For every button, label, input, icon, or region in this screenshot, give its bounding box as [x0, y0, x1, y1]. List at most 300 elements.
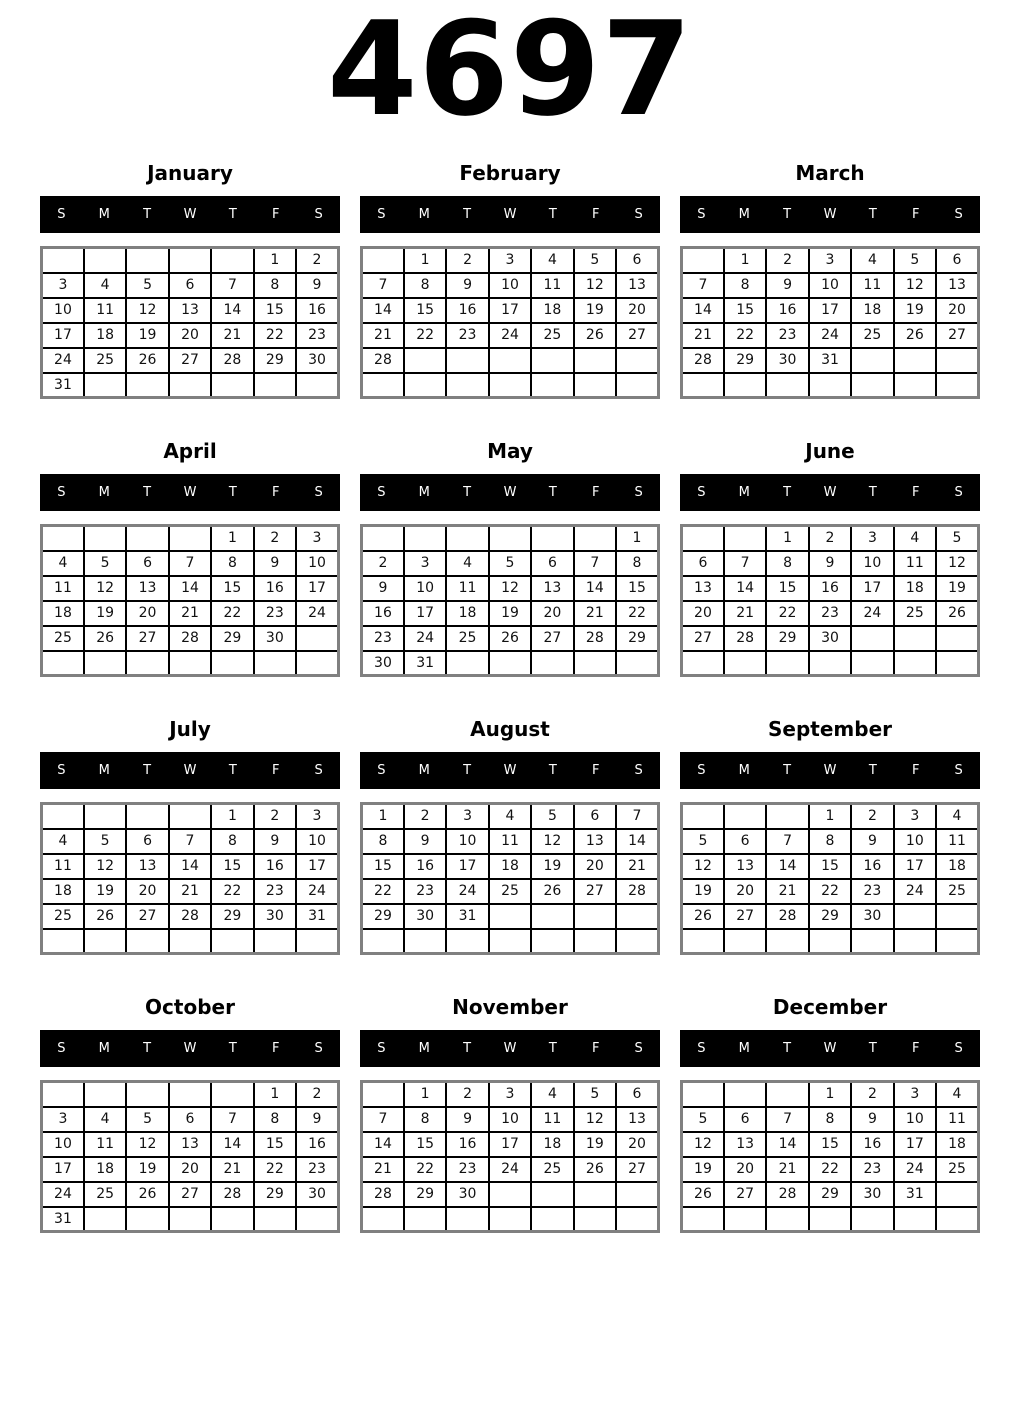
day-cell: 7 — [211, 273, 253, 298]
weekday-label: S — [954, 485, 963, 500]
month-days-table — [680, 524, 980, 677]
empty-day-cell — [296, 651, 338, 676]
day-cell: 15 — [211, 854, 253, 879]
day-cell: 23 — [254, 601, 296, 626]
weekday-label: T — [868, 207, 877, 222]
day-cell: 10 — [296, 829, 338, 854]
empty-day-cell — [489, 904, 531, 929]
day-cell: 25 — [936, 879, 978, 904]
week-row — [682, 626, 979, 651]
day-cell: 1 — [724, 248, 766, 273]
day-cell: 13 — [574, 829, 616, 854]
day-cell: 27 — [616, 1157, 658, 1182]
day-cell: 22 — [211, 879, 253, 904]
week-row — [42, 1157, 339, 1182]
day-cell: 15 — [362, 854, 404, 879]
day-cell: 9 — [446, 273, 488, 298]
day-cell: 13 — [126, 854, 168, 879]
day-cell: 24 — [42, 348, 84, 373]
empty-day-cell — [936, 929, 978, 954]
empty-day-cell — [211, 1082, 253, 1107]
empty-day-cell — [211, 651, 253, 676]
empty-day-cell — [766, 1082, 808, 1107]
weekday-label: T — [463, 1041, 472, 1056]
day-cell: 28 — [766, 1182, 808, 1207]
weekday-header-bar — [680, 752, 980, 789]
day-cell: 12 — [489, 576, 531, 601]
empty-day-cell — [809, 651, 851, 676]
day-cell: 21 — [766, 1157, 808, 1182]
month-title: June — [805, 439, 855, 463]
week-row — [682, 551, 979, 576]
day-cell: 3 — [894, 804, 936, 829]
weekday-label: T — [548, 763, 557, 778]
day-cell: 16 — [404, 854, 446, 879]
month-block — [40, 984, 340, 1262]
day-cell: 25 — [531, 1157, 573, 1182]
day-cell: 2 — [254, 804, 296, 829]
day-cell: 13 — [724, 1132, 766, 1157]
month-block — [360, 428, 660, 706]
day-cell: 17 — [894, 854, 936, 879]
empty-day-cell — [936, 348, 978, 373]
day-cell: 9 — [851, 829, 893, 854]
day-cell: 5 — [489, 551, 531, 576]
empty-day-cell — [489, 526, 531, 551]
empty-day-cell — [404, 373, 446, 398]
day-cell: 30 — [404, 904, 446, 929]
day-cell: 21 — [362, 1157, 404, 1182]
empty-day-cell — [84, 804, 126, 829]
week-row — [362, 248, 659, 273]
day-cell: 27 — [126, 626, 168, 651]
week-row — [362, 1207, 659, 1232]
week-row — [682, 829, 979, 854]
month-days-table — [40, 1080, 340, 1233]
empty-day-cell — [42, 526, 84, 551]
day-cell: 25 — [489, 879, 531, 904]
empty-day-cell — [616, 651, 658, 676]
day-cell: 25 — [42, 626, 84, 651]
day-cell: 22 — [766, 601, 808, 626]
day-cell: 7 — [724, 551, 766, 576]
week-row — [682, 879, 979, 904]
weekday-label: T — [463, 207, 472, 222]
week-row — [362, 1182, 659, 1207]
day-cell: 3 — [489, 248, 531, 273]
empty-day-cell — [682, 373, 724, 398]
day-cell: 8 — [404, 273, 446, 298]
week-row — [42, 1182, 339, 1207]
empty-day-cell — [126, 1207, 168, 1232]
day-cell: 14 — [211, 1132, 253, 1157]
day-cell: 16 — [254, 576, 296, 601]
week-row — [682, 1132, 979, 1157]
day-cell: 6 — [574, 804, 616, 829]
day-cell: 8 — [809, 829, 851, 854]
weekday-label: M — [418, 1041, 430, 1056]
day-cell: 18 — [489, 854, 531, 879]
weekday-label: T — [228, 207, 237, 222]
day-cell: 14 — [682, 298, 724, 323]
day-cell: 2 — [851, 804, 893, 829]
month-days-body — [682, 804, 979, 954]
weekday-label: T — [783, 1041, 792, 1056]
day-cell: 22 — [809, 879, 851, 904]
week-row — [362, 879, 659, 904]
empty-day-cell — [254, 929, 296, 954]
week-row — [682, 929, 979, 954]
day-cell: 14 — [169, 576, 211, 601]
weekday-label: T — [548, 1041, 557, 1056]
weekday-label: S — [57, 485, 66, 500]
weekday-label: T — [783, 207, 792, 222]
day-cell: 13 — [936, 273, 978, 298]
month-title: April — [163, 439, 217, 463]
empty-day-cell — [724, 526, 766, 551]
day-cell: 8 — [616, 551, 658, 576]
day-cell: 31 — [809, 348, 851, 373]
day-cell: 13 — [682, 576, 724, 601]
day-cell: 2 — [296, 1082, 338, 1107]
day-cell: 6 — [682, 551, 724, 576]
day-cell: 25 — [894, 601, 936, 626]
empty-day-cell — [296, 373, 338, 398]
day-cell: 10 — [42, 1132, 84, 1157]
day-cell: 13 — [169, 1132, 211, 1157]
weekday-header-bar — [40, 196, 340, 233]
day-cell: 10 — [489, 1107, 531, 1132]
day-cell: 29 — [809, 1182, 851, 1207]
day-cell: 18 — [42, 879, 84, 904]
day-cell: 7 — [362, 1107, 404, 1132]
day-cell: 23 — [296, 323, 338, 348]
empty-day-cell — [936, 626, 978, 651]
weekday-label: S — [314, 1041, 323, 1056]
day-cell: 8 — [362, 829, 404, 854]
day-cell: 20 — [724, 1157, 766, 1182]
weekday-label: S — [314, 207, 323, 222]
week-row — [42, 601, 339, 626]
empty-day-cell — [446, 651, 488, 676]
day-cell: 23 — [404, 879, 446, 904]
weekday-label: F — [271, 485, 280, 500]
day-cell: 20 — [724, 879, 766, 904]
weekday-label: S — [377, 1041, 386, 1056]
day-cell: 21 — [362, 323, 404, 348]
week-row — [682, 601, 979, 626]
week-row — [362, 904, 659, 929]
week-row — [682, 323, 979, 348]
day-cell: 10 — [296, 551, 338, 576]
weekday-label: S — [57, 1041, 66, 1056]
weekday-header-bar — [360, 196, 660, 233]
day-cell: 6 — [724, 1107, 766, 1132]
day-cell: 13 — [616, 273, 658, 298]
day-cell: 10 — [42, 298, 84, 323]
week-row — [682, 904, 979, 929]
day-cell: 12 — [574, 1107, 616, 1132]
empty-day-cell — [489, 348, 531, 373]
day-cell: 14 — [574, 576, 616, 601]
weekday-label: F — [591, 1041, 600, 1056]
empty-day-cell — [724, 1082, 766, 1107]
day-cell: 23 — [851, 1157, 893, 1182]
day-cell: 1 — [404, 1082, 446, 1107]
day-cell: 18 — [531, 1132, 573, 1157]
weekday-label: S — [57, 763, 66, 778]
day-cell: 21 — [616, 854, 658, 879]
day-cell: 25 — [84, 348, 126, 373]
day-cell: 22 — [404, 323, 446, 348]
month-title: September — [768, 717, 892, 741]
day-cell: 19 — [489, 601, 531, 626]
empty-day-cell — [169, 1207, 211, 1232]
week-row — [362, 929, 659, 954]
day-cell: 2 — [446, 248, 488, 273]
weekday-label: M — [738, 763, 750, 778]
weekday-label: M — [98, 763, 110, 778]
empty-day-cell — [809, 1207, 851, 1232]
day-cell: 5 — [126, 1107, 168, 1132]
day-cell: 4 — [42, 551, 84, 576]
day-cell: 28 — [211, 348, 253, 373]
day-cell: 8 — [809, 1107, 851, 1132]
day-cell: 14 — [362, 1132, 404, 1157]
day-cell: 7 — [616, 804, 658, 829]
week-row — [42, 929, 339, 954]
empty-day-cell — [724, 804, 766, 829]
day-cell: 10 — [404, 576, 446, 601]
day-cell: 7 — [574, 551, 616, 576]
day-cell: 20 — [169, 1157, 211, 1182]
empty-day-cell — [724, 929, 766, 954]
day-cell: 24 — [489, 1157, 531, 1182]
week-row — [362, 804, 659, 829]
month-days-body — [682, 248, 979, 398]
weekday-label: M — [738, 207, 750, 222]
day-cell: 10 — [809, 273, 851, 298]
day-cell: 14 — [724, 576, 766, 601]
weekday-header-bar — [680, 474, 980, 511]
week-row — [42, 298, 339, 323]
month-days-body — [682, 526, 979, 676]
day-cell: 8 — [724, 273, 766, 298]
day-cell: 6 — [936, 248, 978, 273]
day-cell: 9 — [296, 1107, 338, 1132]
month-title: January — [147, 161, 233, 185]
day-cell: 19 — [574, 298, 616, 323]
weekday-label: T — [228, 1041, 237, 1056]
day-cell: 28 — [766, 904, 808, 929]
day-cell: 24 — [851, 601, 893, 626]
day-cell: 17 — [894, 1132, 936, 1157]
month-block — [360, 150, 660, 428]
empty-day-cell — [489, 1182, 531, 1207]
weekday-label: T — [228, 763, 237, 778]
week-row — [362, 348, 659, 373]
day-cell: 24 — [446, 879, 488, 904]
day-cell: 12 — [682, 854, 724, 879]
day-cell: 11 — [531, 273, 573, 298]
week-row — [42, 1082, 339, 1107]
day-cell: 4 — [531, 1082, 573, 1107]
weekday-label: S — [697, 485, 706, 500]
empty-day-cell — [531, 1182, 573, 1207]
empty-day-cell — [851, 1207, 893, 1232]
empty-day-cell — [936, 1182, 978, 1207]
day-cell: 4 — [84, 273, 126, 298]
weekday-header-bar — [40, 1030, 340, 1067]
day-cell: 14 — [766, 1132, 808, 1157]
empty-day-cell — [84, 1207, 126, 1232]
day-cell: 22 — [211, 601, 253, 626]
day-cell: 27 — [616, 323, 658, 348]
day-cell: 19 — [682, 1157, 724, 1182]
day-cell: 5 — [84, 551, 126, 576]
weekday-label: T — [143, 207, 152, 222]
weekday-label: F — [911, 485, 920, 500]
day-cell: 12 — [126, 298, 168, 323]
day-cell: 15 — [724, 298, 766, 323]
empty-day-cell — [724, 1207, 766, 1232]
month-title: November — [452, 995, 568, 1019]
week-row — [42, 273, 339, 298]
month-title: October — [145, 995, 235, 1019]
month-days-table — [680, 246, 980, 399]
week-row — [362, 1082, 659, 1107]
weekday-label: M — [98, 207, 110, 222]
empty-day-cell — [84, 929, 126, 954]
month-days-body — [362, 804, 659, 954]
month-title: December — [772, 995, 888, 1019]
empty-day-cell — [362, 248, 404, 273]
day-cell: 1 — [616, 526, 658, 551]
weekday-label: T — [548, 207, 557, 222]
day-cell: 26 — [126, 1182, 168, 1207]
day-cell: 26 — [682, 904, 724, 929]
day-cell: 27 — [574, 879, 616, 904]
empty-day-cell — [42, 929, 84, 954]
day-cell: 30 — [851, 1182, 893, 1207]
day-cell: 12 — [126, 1132, 168, 1157]
month-block — [680, 150, 980, 428]
empty-day-cell — [724, 651, 766, 676]
day-cell: 23 — [446, 323, 488, 348]
empty-day-cell — [682, 1082, 724, 1107]
day-cell: 8 — [211, 829, 253, 854]
day-cell: 27 — [126, 904, 168, 929]
day-cell: 7 — [362, 273, 404, 298]
day-cell: 11 — [936, 829, 978, 854]
day-cell: 26 — [574, 323, 616, 348]
day-cell: 29 — [254, 348, 296, 373]
weekday-label: T — [868, 763, 877, 778]
empty-day-cell — [254, 651, 296, 676]
empty-day-cell — [169, 1082, 211, 1107]
day-cell: 27 — [169, 1182, 211, 1207]
week-row — [362, 854, 659, 879]
day-cell: 4 — [489, 804, 531, 829]
empty-day-cell — [936, 373, 978, 398]
day-cell: 11 — [489, 829, 531, 854]
day-cell: 11 — [531, 1107, 573, 1132]
day-cell: 23 — [766, 323, 808, 348]
month-title: February — [459, 161, 561, 185]
empty-day-cell — [766, 373, 808, 398]
day-cell: 30 — [809, 626, 851, 651]
weekday-header-bar — [40, 474, 340, 511]
weekday-label: S — [377, 763, 386, 778]
day-cell: 24 — [296, 601, 338, 626]
day-cell: 19 — [531, 854, 573, 879]
weekday-header-bar — [360, 474, 660, 511]
day-cell: 25 — [42, 904, 84, 929]
day-cell: 15 — [404, 1132, 446, 1157]
weekday-label: S — [954, 207, 963, 222]
week-row — [362, 651, 659, 676]
day-cell: 20 — [169, 323, 211, 348]
weekday-label: S — [377, 207, 386, 222]
weekday-label: T — [868, 485, 877, 500]
day-cell: 21 — [211, 1157, 253, 1182]
day-cell: 21 — [724, 601, 766, 626]
empty-day-cell — [894, 651, 936, 676]
weekday-label: S — [314, 485, 323, 500]
empty-day-cell — [574, 1182, 616, 1207]
day-cell: 4 — [446, 551, 488, 576]
day-cell: 30 — [446, 1182, 488, 1207]
weekday-label: T — [868, 1041, 877, 1056]
day-cell: 24 — [489, 323, 531, 348]
day-cell: 21 — [211, 323, 253, 348]
day-cell: 23 — [362, 626, 404, 651]
day-cell: 16 — [296, 298, 338, 323]
day-cell: 8 — [766, 551, 808, 576]
day-cell: 12 — [84, 576, 126, 601]
weekday-label: S — [634, 207, 643, 222]
weekday-label: M — [418, 207, 430, 222]
day-cell: 1 — [404, 248, 446, 273]
day-cell: 16 — [766, 298, 808, 323]
empty-day-cell — [42, 651, 84, 676]
day-cell: 7 — [766, 829, 808, 854]
day-cell: 12 — [531, 829, 573, 854]
empty-day-cell — [724, 373, 766, 398]
day-cell: 9 — [851, 1107, 893, 1132]
empty-day-cell — [362, 373, 404, 398]
month-days-body — [682, 1082, 979, 1232]
month-days-table — [360, 1080, 660, 1233]
day-cell: 8 — [211, 551, 253, 576]
day-cell: 27 — [936, 323, 978, 348]
day-cell: 20 — [616, 1132, 658, 1157]
week-row — [42, 551, 339, 576]
day-cell: 19 — [84, 601, 126, 626]
day-cell: 15 — [809, 1132, 851, 1157]
month-days-table — [40, 246, 340, 399]
day-cell: 22 — [809, 1157, 851, 1182]
empty-day-cell — [531, 1207, 573, 1232]
day-cell: 19 — [936, 576, 978, 601]
day-cell: 24 — [296, 879, 338, 904]
day-cell: 8 — [404, 1107, 446, 1132]
empty-day-cell — [682, 651, 724, 676]
month-days-body — [362, 248, 659, 398]
empty-day-cell — [362, 929, 404, 954]
day-cell: 20 — [126, 601, 168, 626]
week-row — [362, 1107, 659, 1132]
